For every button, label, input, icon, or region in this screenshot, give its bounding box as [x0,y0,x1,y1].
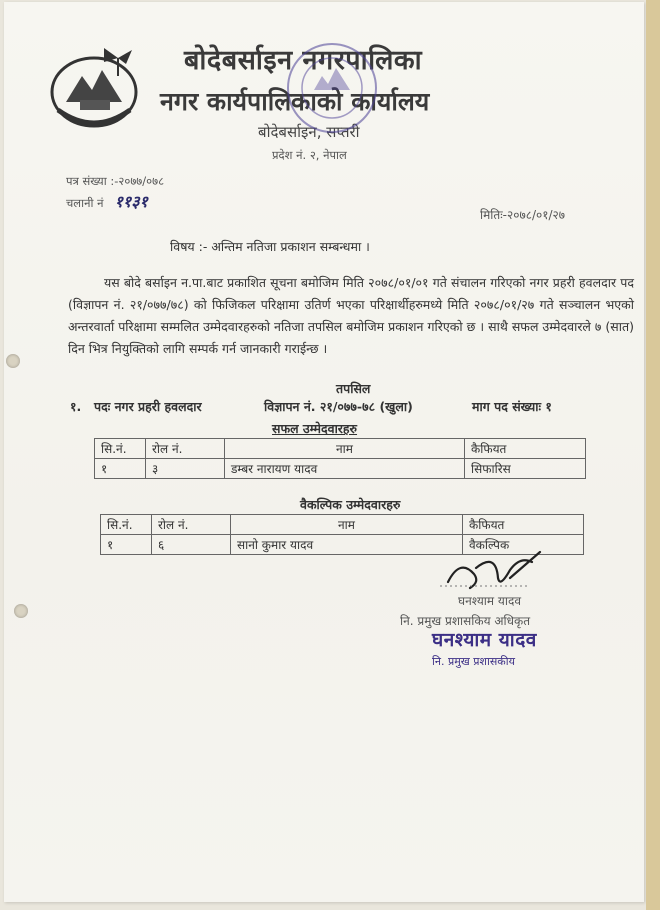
successful-table [94,438,586,479]
office-seal-stamp [284,40,380,136]
successful-heading: सफल उम्मेदवारहरु [272,421,358,436]
handwritten-signature [440,548,550,594]
punch-hole [14,604,28,618]
col-name: नाम [225,439,465,459]
name-stamp-title: नि. प्रमुख प्रशासकीय [432,655,515,668]
alternate-heading: वैकल्पिक उम्मेदवारहरु [300,497,401,512]
cell-name: डम्बर नारायण यादव [225,459,465,479]
signatory-title: नि. प्रमुख प्रशासकिय अधिकृत [400,614,531,628]
name-stamp: घनश्याम यादव [432,629,537,651]
paper-edge [646,0,660,910]
province-line: प्रदेश नं. २, नेपाल [272,148,347,162]
cell-serial: १ [95,459,146,479]
municipality-emblem-icon [44,40,156,136]
col-roll: रोल नं. [146,439,225,459]
office-name: नगर कार्यपालिकाको कार्यालय [160,87,430,116]
address: बोदेबर्साइन, सप्तरी [258,123,360,141]
dispatch-row [66,190,148,212]
punch-hole [6,354,20,368]
org-name: बोदेबर्साइन नगरपालिका [184,45,423,76]
cell-remarks: सिफारिस [465,459,586,479]
col-roll: रोल नं. [152,515,231,535]
cell-name: सानो कुमार यादव [231,535,463,555]
demand-label: माग पद संख्याः १ [472,399,552,414]
cell-remarks: वैकल्पिक [463,535,584,555]
table-header-row [95,439,586,459]
col-remarks: कैफियत [463,515,584,535]
body-text: यस बोदे बर्साइन न.पा.बाट प्रकाशित सूचना बमोजिम मिति २०७८/०१/०१ गते संचालन गरिएको नगर प्रहरी हवलदार पद (विज्ञापन नं. २१/०७७/७८) को फिजिकल परिक्षामा उतिर्ण भएका परिक्षार्थीहरुमध्ये मिति २०७८/०१/२७ गते सञ्चालन भएको अन्तरवार्ता परिक्षामा सम्मलित उम्मेदवारहरुको नतिजा तपसिल बमोजिम प्रकाशन गरिएको छ । साथै सफल उम्मेदवारले ७ (सात) दिन भित्र नियुक्तिको लागि सम्पर्क गर्न जानकारी गराईन्छ । [68,275,634,356]
letter-number: पत्र संख्या :-२०७७/०७८ [66,174,165,188]
cell-serial: १ [101,535,152,555]
advert-label: विज्ञापन नं. २१/०७७-७८ (खुला) [264,399,413,414]
letter-date: मितिः-२०७८/०१/२७ [480,208,565,222]
col-name: नाम [231,515,463,535]
col-serial: सि.नं. [95,439,146,459]
dispatch-label: चलानी नं [66,196,104,210]
signatory-name: घनश्याम यादव [458,594,522,608]
table-row [95,459,586,479]
post-serial: १. [70,399,82,414]
schedule-heading: तपसिल [336,381,371,396]
subject-line: विषय :- अन्तिम नतिजा प्रकाशन सम्बन्धमा । [170,239,370,254]
cell-roll: ३ [146,459,225,479]
col-remarks: कैफियत [465,439,586,459]
dispatch-number: ११३१ [114,192,148,211]
post-label: पदः नगर प्रहरी हवलदार [94,399,202,414]
col-serial: सि.नं. [101,515,152,535]
body-paragraph [68,272,634,360]
cell-roll: ६ [152,535,231,555]
table-header-row [101,515,584,535]
